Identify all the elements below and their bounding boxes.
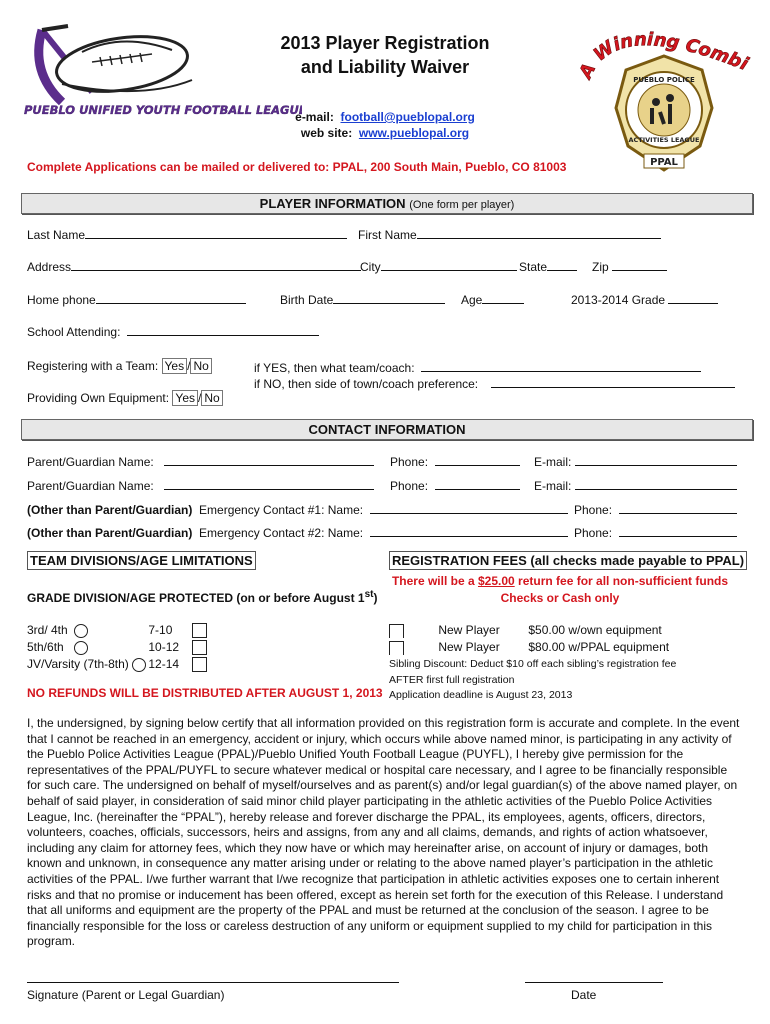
- emergency2-field[interactable]: [27, 524, 568, 540]
- guardian2-email-label: E-mail:: [534, 479, 572, 493]
- equipment-question: [27, 391, 223, 405]
- birth-date-line[interactable]: [333, 291, 445, 304]
- website-label: web site:: [300, 126, 353, 140]
- date-label: Date: [571, 988, 597, 1002]
- grade-protected-end: ): [373, 591, 378, 605]
- guardian1-email-label: E-mail:: [534, 455, 572, 469]
- player-info-heading: [21, 193, 753, 214]
- if-yes-label: if YES, then what team/coach:: [254, 361, 415, 375]
- guardian2-label: Parent/Guardian Name:: [27, 479, 154, 493]
- birth-date-field[interactable]: [280, 291, 445, 307]
- emergency1-phone-line[interactable]: [619, 501, 737, 514]
- if-yes-field[interactable]: [254, 359, 701, 375]
- address-field[interactable]: [27, 258, 361, 274]
- school-line[interactable]: [127, 323, 319, 336]
- guardian2-email-field[interactable]: [534, 477, 737, 493]
- emergency2-phone-line[interactable]: [619, 524, 737, 537]
- sibling-discount: [389, 657, 676, 704]
- emergency1-phone-field[interactable]: [574, 501, 737, 517]
- email-link[interactable]: football@pueblopal.org: [340, 110, 475, 124]
- equipment-question-label: Providing Own Equipment:: [27, 391, 170, 405]
- contact-info-title: CONTACT INFORMATION: [308, 422, 466, 437]
- guardian1-phone-field[interactable]: [390, 453, 520, 469]
- zip-line[interactable]: [612, 258, 667, 271]
- zip-field[interactable]: [592, 258, 667, 274]
- division-row: [27, 656, 207, 673]
- sibling-line-2: AFTER first full registration: [389, 673, 515, 686]
- equipment-yes-option[interactable]: Yes: [172, 390, 198, 406]
- state-label: State: [519, 260, 548, 274]
- division-radio-2[interactable]: [74, 641, 88, 655]
- contact-info-heading: [21, 419, 753, 440]
- fee-check-1[interactable]: [389, 624, 404, 638]
- guardian2-name-field[interactable]: [27, 477, 374, 493]
- home-phone-label: Home phone: [27, 293, 96, 307]
- grade-line[interactable]: [668, 291, 718, 304]
- address-line[interactable]: [71, 258, 361, 271]
- divisions-heading: [27, 553, 256, 568]
- division-radio-1[interactable]: [74, 624, 88, 638]
- team-no-option[interactable]: No: [190, 358, 211, 374]
- fee-check-2[interactable]: [389, 641, 404, 655]
- home-phone-field[interactable]: [27, 291, 246, 307]
- emergency1-field[interactable]: [27, 501, 568, 517]
- player-info-sub: (One form per player): [409, 199, 515, 211]
- fee-label: New Player: [438, 623, 500, 637]
- fee-label: New Player: [438, 640, 500, 654]
- guardian1-name-field[interactable]: [27, 453, 374, 469]
- guardian2-phone-line[interactable]: [435, 477, 520, 490]
- grade-label: 2013-2014 Grade: [571, 293, 666, 307]
- if-no-line[interactable]: [491, 375, 735, 388]
- guardian1-label: Parent/Guardian Name:: [27, 455, 154, 469]
- grade-protected-text: GRADE DIVISION/AGE PROTECTED (on or before August 1: [27, 591, 365, 605]
- fee-options: [389, 622, 669, 656]
- fee-option[interactable]: [389, 622, 669, 639]
- team-question-label: Registering with a Team:: [27, 359, 159, 373]
- first-name-field[interactable]: [358, 226, 661, 242]
- emergency1-label: Emergency Contact #1: Name:: [199, 503, 364, 517]
- guardian1-email-line[interactable]: [575, 453, 737, 466]
- page-title: [0, 31, 770, 79]
- grade-field[interactable]: [571, 291, 718, 307]
- division-ages: 7-10: [148, 623, 173, 637]
- liability-waiver: [27, 716, 742, 950]
- sibling-line-1: Sibling Discount: Deduct $10 off each sibling’s registration fee: [389, 658, 677, 670]
- if-no-label: if NO, then side of town/coach preference:: [254, 377, 479, 391]
- birth-date-label: Birth Date: [280, 293, 334, 307]
- emergency2-other: (Other than Parent/Guardian): [27, 526, 193, 540]
- division-grade: 5th/6th: [27, 640, 64, 654]
- division-grade: JV/Varsity (7th-8th): [27, 657, 129, 671]
- equipment-no-option[interactable]: No: [201, 390, 222, 406]
- badge-mid-text: ACTIVITIES LEAGUE: [628, 136, 700, 144]
- guardian1-phone-line[interactable]: [435, 453, 520, 466]
- date-line[interactable]: [525, 982, 663, 983]
- divisions-heading-text: TEAM DIVISIONS/AGE LIMITATIONS: [27, 551, 256, 570]
- division-check-3[interactable]: [192, 657, 207, 672]
- badge-arc-text: A Winning Combi: [575, 29, 751, 82]
- grade-protected-sup: st: [364, 589, 374, 600]
- division-check-2[interactable]: [192, 640, 207, 655]
- division-list: [27, 622, 207, 673]
- team-question: [27, 359, 212, 373]
- last-name-line[interactable]: [85, 226, 347, 239]
- emergency1-phone-label: Phone:: [574, 503, 613, 517]
- emergency2-phone-field[interactable]: [574, 524, 737, 540]
- title-line-2: and Liability Waiver: [300, 57, 470, 77]
- last-name-field[interactable]: [27, 226, 347, 242]
- age-field[interactable]: [461, 291, 524, 307]
- home-phone-line[interactable]: [96, 291, 246, 304]
- city-line[interactable]: [381, 258, 517, 271]
- email-label: e-mail:: [295, 110, 334, 124]
- division-ages: 12-14: [148, 657, 180, 671]
- emergency2-phone-label: Phone:: [574, 526, 613, 540]
- guardian2-phone-field[interactable]: [390, 477, 520, 493]
- if-no-field[interactable]: [254, 375, 735, 391]
- fee-option[interactable]: [389, 639, 669, 656]
- player-info-title: PLAYER INFORMATION: [259, 196, 406, 211]
- deadline: Application deadline is August 23, 2013: [389, 689, 573, 701]
- state-field[interactable]: [519, 258, 577, 274]
- last-name-label: Last Name: [27, 228, 86, 242]
- zip-label: Zip: [592, 260, 609, 274]
- league-name: PUEBLO UNIFIED YOUTH FOOTBALL LEAGUE: [24, 103, 302, 117]
- city-label: City: [360, 260, 381, 274]
- no-refunds-notice: NO REFUNDS WILL BE DISTRIBUTED AFTER AUGUST 1, 2013: [27, 686, 383, 700]
- address-label: Address: [27, 260, 72, 274]
- fees-heading-text: REGISTRATION FEES (all checks made payable to PPAL): [389, 551, 747, 570]
- team-yes-option[interactable]: Yes: [162, 358, 188, 374]
- guardian2-phone-label: Phone:: [390, 479, 429, 493]
- emergency2-label: Emergency Contact #2: Name:: [199, 526, 364, 540]
- emergency2-line[interactable]: [370, 524, 568, 537]
- website-link[interactable]: www.pueblopal.org: [358, 126, 470, 140]
- emergency1-line[interactable]: [370, 501, 568, 514]
- first-name-line[interactable]: [417, 226, 661, 239]
- emergency1-other: (Other than Parent/Guardian): [27, 503, 193, 517]
- guardian2-line[interactable]: [164, 477, 374, 490]
- state-line[interactable]: [547, 258, 577, 271]
- guardian2-email-line[interactable]: [575, 477, 737, 490]
- nsf-amount: $25.00: [477, 574, 515, 588]
- nsf-notice: [380, 573, 740, 607]
- age-label: Age: [461, 293, 483, 307]
- signature-label: Signature (Parent or Legal Guardian): [27, 988, 225, 1002]
- checks-notice: Checks or Cash only: [500, 591, 620, 605]
- fees-heading: [389, 553, 747, 568]
- school-field[interactable]: [27, 323, 319, 339]
- first-name-label: First Name: [358, 228, 417, 242]
- waiver-text: I, the undersigned, by signing below certify that all information provided on this registration form is accurate and complete. In the event that I cannot be reached in an emergency, accident or injury, which occurs while above named minor, is participating in any activity of the Pueblo Police Activities League (PPAL)/Pueblo Unified Youth Football League (PUYFL), I hereby give permission for the representatives of the PPAL/PUYFL to secure whatever medical or hospital care necessary, and I agree to be financially responsible for such care. The undersigned on behalf of myself/ourselves and as parent(s) and/or legal guardian(s) of the above named player, on behalf of said player, in consideration of said minor child player participating in the athletic activities of the Pueblo Police Activities League, Inc. (hereinafter the “PPAL”), hereby release and forever discharge the PPAL, its employees, agents, officers, directors, volunteers, coaches, officials, successors, heirs and assigns, from any and all claims, demands, and rights of action whatsoever, including any claim for attorney fees, which they now have or which may hereinafter arise, on account of injury or damages, both known and unknown, in consequence any matter arising under or relating to the above named player’s participation in the athletic activities of the PPAL. I/we further warrant that I/we recognize that participation in athletic activities exposes one to certain inherent risks and that no promise or inducement has been offered, except as herein set forth for the execution of this Release. I understand that all uniforms and equipment are the property of the PPAL and must be returned at the conclusion of the season. I agree to be financially responsible for the loss or careless destruction of any uniform or equipment supplied to my child for participation in this program.: [27, 716, 740, 949]
- badge-top-text: PUEBLO POLICE: [633, 76, 695, 84]
- guardian1-email-field[interactable]: [534, 453, 737, 469]
- title-line-1: 2013 Player Registration: [280, 33, 490, 53]
- city-field[interactable]: [360, 258, 517, 274]
- grade-protected: [27, 589, 377, 605]
- division-check-1[interactable]: [192, 623, 207, 638]
- division-radio-3[interactable]: [132, 658, 146, 672]
- school-label: School Attending:: [27, 325, 121, 339]
- nsf-pre: There will be a: [391, 574, 478, 588]
- guardian1-phone-label: Phone:: [390, 455, 429, 469]
- division-grade: 3rd/ 4th: [27, 623, 68, 637]
- signature-line[interactable]: [27, 982, 399, 983]
- fee-price: $80.00 w/PPAL equipment: [528, 640, 670, 654]
- fee-price: $50.00 w/own equipment: [528, 623, 662, 637]
- age-line[interactable]: [482, 291, 524, 304]
- equipment-slash: /: [198, 391, 202, 405]
- if-yes-line[interactable]: [421, 359, 701, 372]
- nsf-post: return fee for all non-sufficient funds: [514, 574, 729, 588]
- guardian1-line[interactable]: [164, 453, 374, 466]
- division-row: [27, 639, 207, 656]
- division-ages: 10-12: [148, 640, 180, 654]
- mailing-instructions: Complete Applications can be mailed or delivered to: PPAL, 200 South Main, Pueblo, CO 81003: [27, 160, 567, 174]
- team-slash: /: [187, 359, 191, 373]
- badge-bottom-text: PPAL: [650, 157, 678, 168]
- division-row: [27, 622, 207, 639]
- header-contact: [0, 109, 770, 141]
